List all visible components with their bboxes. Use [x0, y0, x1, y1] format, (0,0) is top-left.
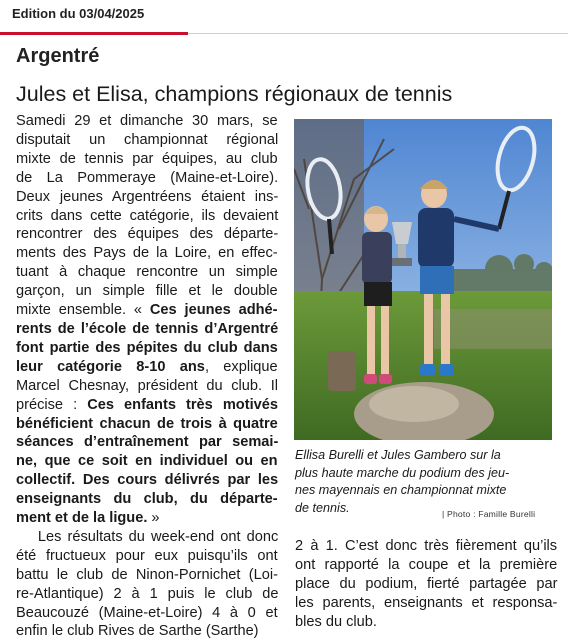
- body-text-bold: ne, que ce soit en individuel ou en: [16, 453, 278, 470]
- body-line: [16, 377, 278, 396]
- body-text: , explique: [204, 358, 278, 375]
- body-line: [295, 613, 557, 632]
- edition-date: Edition du 03/04/2025: [12, 6, 145, 21]
- body-text: garçon, un simple fille et le double: [16, 283, 278, 300]
- body-line: [16, 150, 278, 169]
- body-line: [16, 547, 278, 566]
- caption-line: Ellisa Burelli et Jules Gambero sur la: [295, 448, 501, 462]
- body-text: crits dans cette catégorie, ils devaient: [16, 207, 279, 224]
- accent-rule: [0, 32, 188, 35]
- section-title: Argentré: [16, 45, 100, 67]
- body-text-bold: bénéficient chacun de trois à quatre: [16, 415, 278, 432]
- body-text: été fructueux pour eux puisqu’ils ont: [16, 547, 278, 564]
- body-line: [16, 585, 278, 604]
- body-line: [16, 490, 278, 509]
- body-text: Deux jeunes Argentréens étaient ins-: [16, 188, 279, 205]
- body-text: Beaucouzé (Maine-et-Loire) 4 à 0 et: [16, 604, 278, 621]
- body-text: mixte de tennis par équipes, au club: [16, 150, 278, 167]
- article-body-right: [295, 537, 557, 632]
- photo-illustration: [294, 119, 552, 440]
- body-line: [16, 188, 278, 207]
- article-photo: [294, 119, 552, 440]
- body-text-bold: leur catégorie 8-10 ans: [16, 358, 205, 375]
- body-text-bold: séances d’entraînement par semai-: [16, 434, 279, 451]
- body-line: [295, 556, 557, 575]
- separator-rule: [188, 33, 568, 34]
- body-line: [16, 358, 278, 377]
- caption-line: plus haute marche du podium des jeu-: [295, 465, 510, 480]
- body-text: re-Atlantique) 2 à 1 puis le club de: [16, 585, 279, 602]
- body-line: [16, 622, 278, 641]
- photo-caption: [295, 447, 557, 517]
- body-text-bold: ment et de la ligue.: [16, 510, 148, 527]
- article-body-left: [16, 112, 278, 641]
- body-text-bold: Ces enfants très motivés: [87, 396, 278, 413]
- body-text-bold: Ces jeunes adhé-: [149, 302, 278, 319]
- body-text: Samedi 29 et dimanche 30 mars, se: [16, 113, 278, 129]
- body-text-bold: enseignants du club, du départe-: [16, 491, 278, 508]
- body-line: [295, 537, 557, 556]
- body-line: [16, 396, 278, 415]
- body-line: [16, 131, 278, 150]
- body-text: Marcel Chesnay, président du club. Il: [16, 377, 279, 394]
- body-line: [16, 282, 278, 301]
- body-text: 2 à 1. C’est donc très fièrement qu’ils: [295, 538, 558, 554]
- body-text: les parents, enseignants et responsa-: [295, 594, 558, 611]
- body-text: Les résultats du week-end ont donc: [16, 528, 279, 545]
- body-text: disputait un championnat régional: [16, 131, 279, 148]
- body-line: [295, 575, 557, 594]
- body-line: [16, 301, 278, 320]
- body-text: place du podium, fierté partagée par: [295, 575, 558, 592]
- body-line: [16, 169, 278, 188]
- photo-credit: | Photo : Famille Burelli: [442, 509, 536, 519]
- body-text-bold: collectif. Des cours délivrés par les: [16, 472, 279, 489]
- body-line: [16, 244, 278, 263]
- body-line: [16, 509, 278, 528]
- body-line: [16, 528, 278, 547]
- body-text-bold: rents de l’école de tennis d’Argentré: [16, 320, 279, 337]
- body-line: [16, 471, 278, 490]
- body-text: ments des Pays de la Loire, en effec-: [16, 245, 278, 262]
- body-line: [16, 415, 278, 434]
- body-text-bold: font partie des pépites du club dans: [16, 339, 278, 356]
- body-text: bles du club.: [295, 613, 377, 630]
- body-line: [16, 604, 278, 623]
- body-text: rencontrer des équipes des départe-: [16, 226, 279, 243]
- body-line: [16, 225, 278, 244]
- body-text: enfin le club Rives de Sarthe (Sarthe): [16, 623, 259, 640]
- body-line: [16, 339, 278, 358]
- body-line: [16, 207, 278, 226]
- caption-line: nes mayennais en championnat mixte: [295, 483, 507, 498]
- body-line: [16, 112, 278, 131]
- body-text: mixte ensemble. «: [16, 302, 150, 319]
- body-line: [295, 594, 557, 613]
- body-line: [16, 433, 278, 452]
- body-text: »: [147, 510, 160, 527]
- article-headline: Jules et Elisa, champions régionaux de tennis: [16, 82, 453, 106]
- body-line: [16, 452, 278, 471]
- caption-line: de tennis.: [295, 500, 350, 515]
- body-line: [16, 566, 278, 585]
- body-text: précise :: [16, 396, 88, 413]
- body-text: de La Pommeraye (Maine-et-Loire).: [16, 169, 279, 186]
- body-text: ont rapporté la coupe et la première: [295, 556, 558, 573]
- body-line: [16, 320, 278, 339]
- body-text: battu le club de Ninon-Pornichet (Loi-: [16, 566, 278, 583]
- body-line: [16, 263, 278, 282]
- body-text: tuant à chaque rencontre un simple: [16, 264, 278, 281]
